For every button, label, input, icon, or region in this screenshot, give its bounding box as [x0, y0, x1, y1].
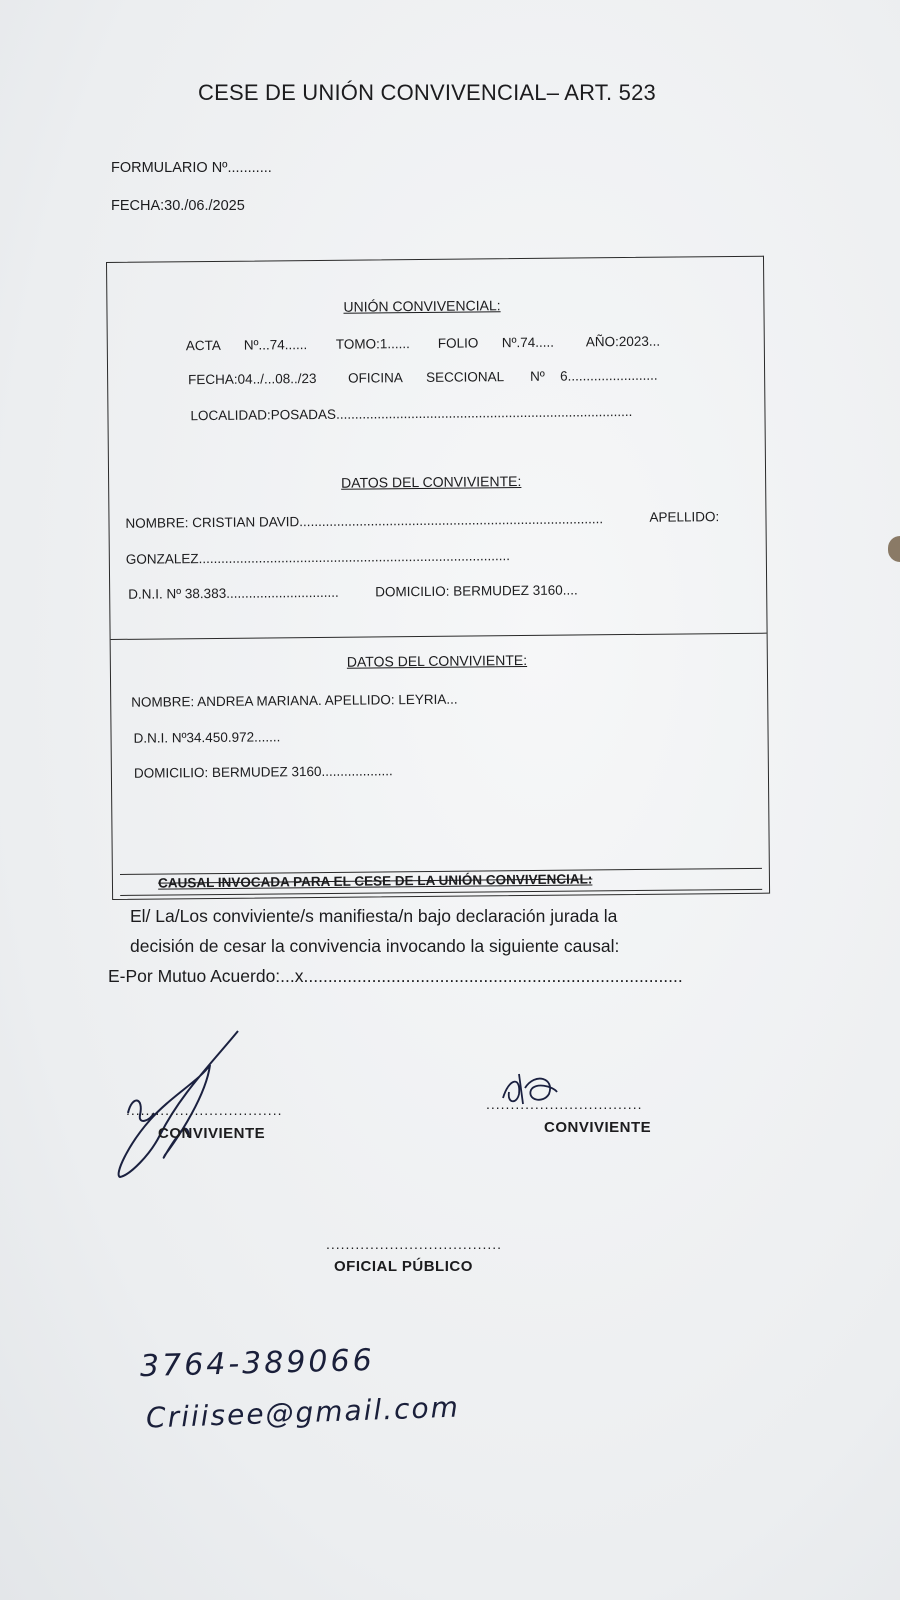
- union-section-title: UNIÓN CONVIVENCIAL:: [343, 297, 501, 315]
- form-box: [106, 256, 770, 900]
- tomo-field: TOMO:1......: [335, 336, 410, 352]
- causal-mutuo-acuerdo: E-Por Mutuo Acuerdo:...x..............................................................................: [108, 966, 683, 986]
- seccional-label: SECCIONAL: [426, 369, 505, 385]
- conviviente1-domicilio: DOMICILIO: BERMUDEZ 3160....: [375, 582, 578, 600]
- handwritten-phone: 3764-389066: [139, 1342, 376, 1385]
- signature-left-dots: ................................: [126, 1102, 283, 1118]
- conviviente2-section-title: DATOS DEL CONVIVIENTE:: [346, 651, 528, 670]
- causal-title: CAUSAL INVOCADA PARA EL CESE DE LA UNIÓN CONVIVENCIAL:: [158, 871, 593, 891]
- conviviente1-section-title: DATOS DEL CONVIVIENTE:: [341, 473, 522, 491]
- conviviente2-domicilio: DOMICILIO: BERMUDEZ 3160...................: [133, 763, 393, 781]
- folio-number: Nº.74.....: [501, 334, 555, 351]
- anio-field: AÑO:2023...: [585, 333, 661, 350]
- paper-hole-mark: [888, 536, 900, 562]
- signature-right-label: CONVIVIENTE: [544, 1119, 652, 1136]
- conviviente2-nombre: NOMBRE: ANDREA MARIANA. APELLIDO: LEYRIA...: [131, 691, 458, 710]
- causal-text-line2: decisión de cesar la convivencia invocando la siguiente causal:: [130, 936, 620, 956]
- official-dots: ....................................: [326, 1236, 503, 1252]
- section-divider: [111, 633, 767, 640]
- conviviente1-dni: D.N.I. Nº 38.383..............................: [128, 584, 339, 602]
- conviviente1-apellido-label: APELLIDO:: [649, 509, 720, 525]
- union-date: FECHA:04../...08../23: [188, 370, 317, 388]
- seccional-nro-label: Nº: [530, 368, 545, 384]
- conviviente1-nombre: NOMBRE: CRISTIAN DAVID.................................................................................: [125, 511, 604, 531]
- conviviente2-dni: D.N.I. Nº34.450.972.......: [133, 729, 281, 746]
- localidad-field: LOCALIDAD:POSADAS...............................................................................: [190, 403, 633, 424]
- signature-left-label: CONVIVIENTE: [158, 1125, 266, 1142]
- acta-label: ACTA: [185, 337, 221, 354]
- document-date: FECHA:30./06./2025: [111, 198, 245, 214]
- seccional-nro-value: 6........................: [560, 367, 658, 384]
- official-label: OFICIAL PÚBLICO: [334, 1258, 473, 1275]
- causal-text-line1: El/ La/Los conviviente/s manifiesta/n bajo declaración jurada la: [130, 906, 618, 926]
- oficina-label: OFICINA: [348, 370, 403, 386]
- document-title: CESE DE UNIÓN CONVIVENCIAL– ART. 523: [198, 80, 656, 105]
- acta-number: Nº...74......: [243, 337, 308, 353]
- formulario-number: FORMULARIO Nº...........: [111, 160, 272, 176]
- signature-right-dots: ................................: [486, 1096, 643, 1112]
- conviviente1-apellido: GONZALEZ...................................................................................: [125, 548, 510, 567]
- handwritten-email: Criiisee@gmail.com: [145, 1390, 461, 1435]
- folio-label: FOLIO: [437, 335, 479, 351]
